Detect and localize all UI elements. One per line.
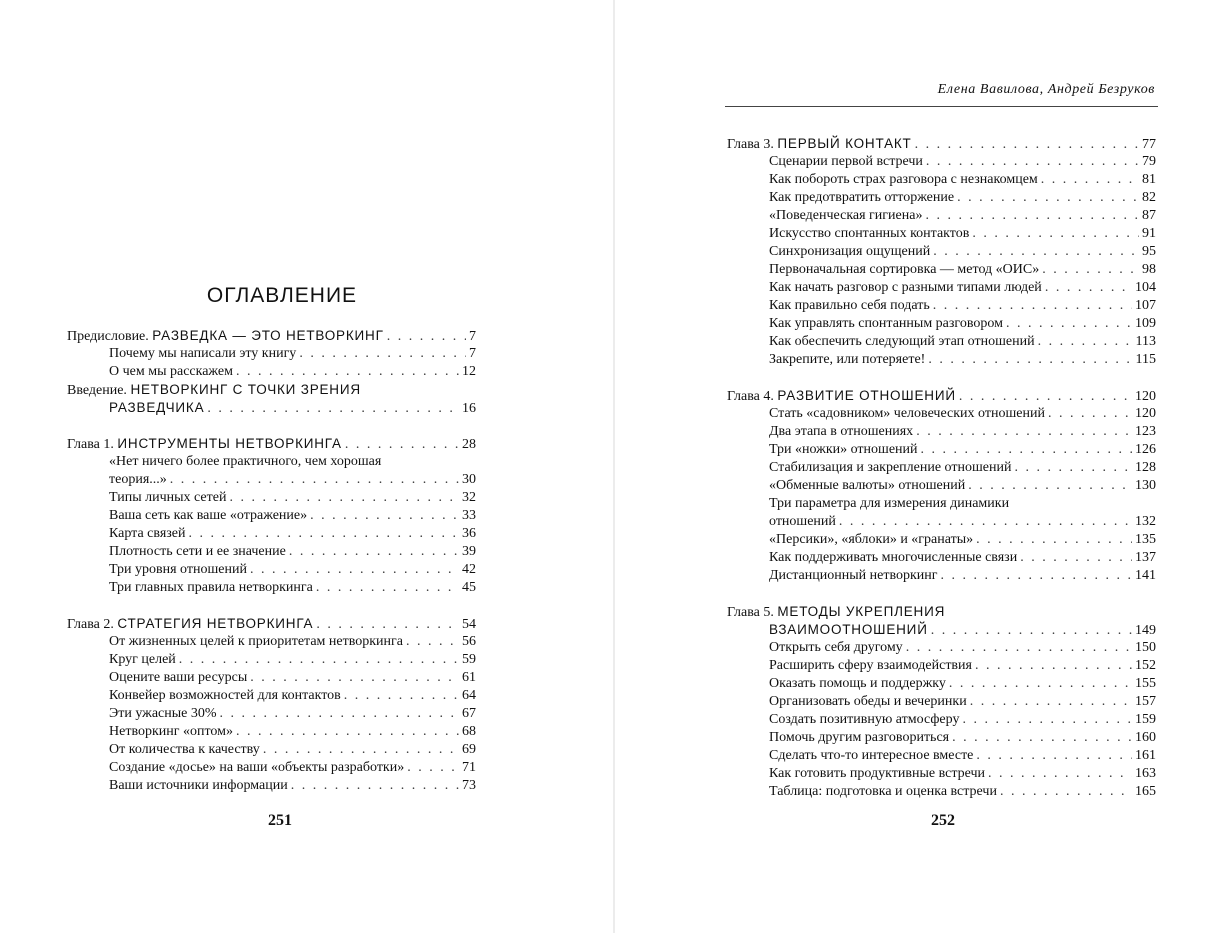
page-number: 36 (462, 526, 476, 541)
page-number: 81 (1142, 172, 1156, 187)
toc-chapter-entry[interactable] (67, 615, 476, 633)
page-number: 98 (1142, 262, 1156, 277)
toc-section-entry[interactable] (727, 693, 1156, 711)
chapter-title: ИНСТРУМЕНТЫ НЕТВОРКИНГА (117, 436, 342, 451)
toc-chapter-entry-continued[interactable] (67, 399, 476, 417)
section-title: Ваша сеть как ваше «отражение» (109, 508, 308, 523)
section-title: Стать «садовником» человеческих отношений (769, 406, 1045, 421)
toc-section-entry[interactable] (67, 363, 476, 381)
dot-leader (1042, 261, 1139, 279)
page-number: 87 (1142, 208, 1156, 223)
toc-section-entry[interactable] (727, 207, 1156, 225)
toc-section-entry[interactable] (67, 777, 476, 795)
dot-leader (1000, 783, 1132, 801)
dot-leader (291, 777, 459, 795)
toc-section-entry[interactable] (727, 405, 1156, 423)
chapter-prefix: Глава 1. (67, 437, 118, 452)
toc-chapter-entry[interactable] (727, 387, 1156, 405)
section-title: теория...» (109, 472, 167, 487)
dot-leader (236, 723, 459, 741)
toc-section-entry[interactable] (67, 507, 476, 525)
section-title: «Нет ничего более практичного, чем хорошая (109, 454, 382, 469)
dot-leader (968, 477, 1132, 495)
page-number: 79 (1142, 154, 1156, 169)
section-title: Почему мы написали эту книгу (109, 346, 297, 361)
chapter-title: ПЕРВЫЙ КОНТАКТ (777, 136, 912, 151)
dot-leader (250, 669, 459, 687)
page-number: 161 (1135, 748, 1156, 763)
page-number: 82 (1142, 190, 1156, 205)
section-title: Как предотвратить отторжение (769, 190, 955, 205)
toc-section-entry[interactable] (727, 189, 1156, 207)
dot-leader (928, 351, 1132, 369)
toc-section-entry[interactable] (727, 747, 1156, 765)
section-title: Три «ножки» отношений (769, 442, 918, 457)
dot-leader (915, 136, 1139, 154)
page-number: 141 (1135, 568, 1156, 583)
page-number: 128 (1135, 460, 1156, 475)
page-number: 149 (1135, 623, 1156, 638)
dot-leader (952, 729, 1132, 747)
section-title: Эти ужасные 30% (109, 706, 217, 721)
dot-leader (189, 525, 459, 543)
dot-leader (406, 633, 459, 651)
section-title: Нетворкинг «оптом» (109, 724, 234, 739)
toc-chapter-entry[interactable] (67, 381, 476, 399)
section-title: «Поведенческая гигиена» (769, 208, 923, 223)
page-number: 132 (1135, 514, 1156, 529)
section-title: Круг целей (109, 652, 176, 667)
dot-leader (988, 765, 1132, 783)
dot-leader (933, 297, 1132, 315)
toc-section-entry[interactable] (727, 225, 1156, 243)
dot-leader (972, 225, 1139, 243)
dot-leader (179, 651, 459, 669)
toc-section-entry[interactable] (727, 531, 1156, 549)
page-number: 59 (462, 652, 476, 667)
toc-section-entry[interactable] (727, 315, 1156, 333)
page-number-left: 251 (268, 812, 292, 829)
section-title: Создать позитивную атмосферу (769, 712, 960, 727)
chapter-title: СТРАТЕГИЯ НЕТВОРКИНГА (117, 616, 314, 631)
toc-section-entry[interactable] (727, 657, 1156, 675)
chapter-prefix: Введение. (67, 383, 131, 398)
page-number: 150 (1135, 640, 1156, 655)
dot-leader (941, 567, 1133, 585)
page-number: 123 (1135, 424, 1156, 439)
toc-title: ОГЛАВЛЕНИЕ (206, 284, 358, 307)
section-title: Первоначальная сортировка — метод «ОИС» (769, 262, 1040, 277)
page-number: 67 (462, 706, 476, 721)
section-title: Создание «досье» на ваши «объекты разработки» (109, 760, 405, 775)
toc-section-entry[interactable] (67, 705, 476, 723)
page-number: 120 (1135, 406, 1156, 421)
section-title: Организовать обеды и вечеринки (769, 694, 967, 709)
section-title: Плотность сети и ее значение (109, 544, 286, 559)
page-number: 77 (1142, 137, 1156, 152)
dot-leader (170, 471, 459, 489)
dot-leader (962, 711, 1132, 729)
chapter-title: НЕТВОРКИНГ С ТОЧКИ ЗРЕНИЯ (130, 382, 361, 397)
page-number: 69 (462, 742, 476, 757)
toc-section-entry[interactable] (67, 579, 476, 597)
page-number: 16 (462, 401, 476, 416)
page-number: 71 (462, 760, 476, 775)
page-number: 159 (1135, 712, 1156, 727)
dot-leader (229, 489, 459, 507)
dot-leader (316, 579, 459, 597)
dot-leader (299, 345, 466, 363)
toc-section-entry[interactable] (67, 345, 476, 363)
page-number: 113 (1135, 334, 1156, 349)
page-number: 12 (462, 364, 476, 379)
toc-chapter-entry[interactable] (727, 603, 1156, 621)
toc-section-entry[interactable] (727, 675, 1156, 693)
page-number: 104 (1135, 280, 1156, 295)
toc-section-entry[interactable] (727, 639, 1156, 657)
section-title: Открыть себя другому (769, 640, 903, 655)
page-number: 135 (1135, 532, 1156, 547)
page-number: 68 (462, 724, 476, 739)
section-title: Типы личных сетей (109, 490, 227, 505)
dot-leader (1014, 459, 1132, 477)
page-number: 7 (469, 329, 476, 344)
toc-section-entry[interactable] (727, 549, 1156, 567)
toc-section-entry[interactable] (727, 423, 1156, 441)
chapter-title: ВЗАИМООТНОШЕНИЙ (769, 622, 928, 637)
section-title: Таблица: подготовка и оценка встречи (769, 784, 997, 799)
section-title: Оказать помощь и поддержку (769, 676, 946, 691)
page-number: 33 (462, 508, 476, 523)
dot-leader (976, 747, 1132, 765)
toc-section-entry[interactable] (727, 243, 1156, 261)
section-title: От жизненных целей к приоритетам нетворкинга (109, 634, 403, 649)
page-number: 126 (1135, 442, 1156, 457)
chapter-title: РАЗВЕДЧИКА (109, 400, 205, 415)
toc-section-entry[interactable] (727, 459, 1156, 477)
dot-leader (916, 423, 1132, 441)
toc-section-entry[interactable] (67, 543, 476, 561)
toc-list-right (727, 135, 1156, 801)
page-number: 107 (1135, 298, 1156, 313)
chapter-title: МЕТОДЫ УКРЕПЛЕНИЯ (777, 604, 946, 619)
chapter-title: РАЗВЕДКА — ЭТО НЕТВОРКИНГ (152, 328, 384, 343)
toc-section-entry[interactable] (727, 711, 1156, 729)
dot-leader (1020, 549, 1132, 567)
page-number: 7 (469, 346, 476, 361)
toc-section-entry[interactable] (727, 333, 1156, 351)
page-number: 73 (462, 778, 476, 793)
toc-section-entry[interactable] (727, 765, 1156, 783)
dot-leader (316, 616, 459, 634)
dot-leader (1045, 279, 1132, 297)
left-page (0, 0, 614, 933)
section-title: От количества к качеству (109, 742, 260, 757)
toc-section-entry[interactable] (727, 279, 1156, 297)
chapter-title: РАЗВИТИЕ ОТНОШЕНИЙ (777, 388, 956, 403)
dot-leader (407, 759, 459, 777)
section-title: Как управлять спонтанным разговором (769, 316, 1003, 331)
section-title: Сценарии первой встречи (769, 154, 923, 169)
toc-section-entry[interactable] (67, 723, 476, 741)
section-title: Два этапа в отношениях (769, 424, 914, 439)
dot-leader (207, 400, 459, 418)
dot-leader (949, 675, 1132, 693)
dot-leader (931, 622, 1132, 640)
section-title: Дистанционный нетворкинг (769, 568, 938, 583)
section-title: Как начать разговор с разными типами людей (769, 280, 1042, 295)
page-number: 30 (462, 472, 476, 487)
page-number: 32 (462, 490, 476, 505)
section-title: Как готовить продуктивные встречи (769, 766, 986, 781)
page-number: 120 (1135, 389, 1156, 404)
dot-leader (220, 705, 459, 723)
page-number: 95 (1142, 244, 1156, 259)
section-title: Как правильно себя подать (769, 298, 930, 313)
dot-leader (289, 543, 459, 561)
page-number: 39 (462, 544, 476, 559)
page-number: 137 (1135, 550, 1156, 565)
toc-chapter-entry-continued[interactable] (727, 621, 1156, 639)
page-number: 64 (462, 688, 476, 703)
section-title: Конвейер возможностей для контактов (109, 688, 341, 703)
dot-leader (344, 687, 459, 705)
section-title: Три уровня отношений (109, 562, 247, 577)
section-title: Сделать что-то интересное вместе (769, 748, 974, 763)
dot-leader (933, 243, 1139, 261)
toc-section-entry[interactable] (67, 669, 476, 687)
section-title: «Персики», «яблоки» и «гранаты» (769, 532, 974, 547)
section-title: Оцените ваши ресурсы (109, 670, 248, 685)
page-number: 54 (462, 617, 476, 632)
dot-leader (906, 639, 1132, 657)
page-number-right: 252 (931, 812, 955, 829)
page-number: 91 (1142, 226, 1156, 241)
dot-leader (975, 657, 1132, 675)
page-number: 45 (462, 580, 476, 595)
chapter-prefix: Глава 4. (727, 389, 778, 404)
toc-chapter-entry[interactable] (67, 327, 476, 345)
toc-section-entry[interactable] (67, 561, 476, 579)
toc-section-entry[interactable] (727, 477, 1156, 495)
chapter-prefix: Глава 5. (727, 605, 778, 620)
toc-list-left (67, 327, 476, 795)
page-number: 165 (1135, 784, 1156, 799)
toc-section-entry[interactable] (727, 153, 1156, 171)
toc-section-entry[interactable] (67, 741, 476, 759)
toc-section-entry[interactable] (67, 651, 476, 669)
toc-section-entry-continued[interactable] (727, 513, 1156, 531)
chapter-prefix: Глава 3. (727, 137, 778, 152)
toc-section-entry[interactable] (67, 453, 476, 471)
dot-leader (263, 741, 459, 759)
section-title: Как поддерживать многочисленные связи (769, 550, 1018, 565)
dot-leader (1048, 405, 1132, 423)
page-number: 42 (462, 562, 476, 577)
section-title: Карта связей (109, 526, 186, 541)
toc-section-entry[interactable] (67, 687, 476, 705)
toc-section-entry[interactable] (727, 441, 1156, 459)
page-number: 157 (1135, 694, 1156, 709)
page-number: 109 (1135, 316, 1156, 331)
section-title: О чем мы расскажем (109, 364, 233, 379)
page-number: 61 (462, 670, 476, 685)
dot-leader (310, 507, 459, 525)
section-title: отношений (769, 514, 836, 529)
right-page (615, 0, 1229, 933)
chapter-prefix: Предисловие. (67, 329, 153, 344)
dot-leader (236, 363, 459, 381)
section-title: Стабилизация и закрепление отношений (769, 460, 1012, 475)
dot-leader (925, 207, 1139, 225)
section-title: «Обменные валюты» отношений (769, 478, 966, 493)
dot-leader (926, 153, 1139, 171)
section-title: Как обеспечить следующий этап отношений (769, 334, 1035, 349)
toc-section-entry[interactable] (727, 351, 1156, 369)
page-number: 56 (462, 634, 476, 649)
toc-section-entry[interactable] (67, 633, 476, 651)
page-number: 155 (1135, 676, 1156, 691)
section-title: Три главных правила нетворкинга (109, 580, 313, 595)
page-number: 160 (1135, 730, 1156, 745)
dot-leader (1038, 333, 1133, 351)
section-title: Как побороть страх разговора с незнакомцем (769, 172, 1038, 187)
dot-leader (970, 693, 1132, 711)
dot-leader (387, 328, 466, 346)
page-number: 115 (1135, 352, 1156, 367)
running-head-authors: Елена Вавилова, Андрей Безруков (937, 82, 1155, 97)
header-rule (725, 106, 1158, 107)
page-number: 152 (1135, 658, 1156, 673)
dot-leader (250, 561, 459, 579)
toc-chapter-entry[interactable] (67, 435, 476, 453)
page-number: 163 (1135, 766, 1156, 781)
toc-section-entry[interactable] (727, 261, 1156, 279)
dot-leader (839, 513, 1132, 531)
toc-section-entry[interactable] (67, 489, 476, 507)
toc-section-entry-continued[interactable] (67, 471, 476, 489)
page-number: 130 (1135, 478, 1156, 493)
dot-leader (921, 441, 1132, 459)
toc-chapter-entry[interactable] (727, 135, 1156, 153)
toc-section-entry[interactable] (727, 783, 1156, 801)
section-title: Ваши источники информации (109, 778, 288, 793)
dot-leader (957, 189, 1139, 207)
dot-leader (1041, 171, 1139, 189)
toc-section-entry[interactable] (67, 759, 476, 777)
dot-leader (1006, 315, 1132, 333)
dot-leader (976, 531, 1132, 549)
toc-section-entry[interactable] (727, 567, 1156, 585)
chapter-prefix: Глава 2. (67, 617, 118, 632)
toc-section-entry[interactable] (727, 171, 1156, 189)
section-title: Искусство спонтанных контактов (769, 226, 970, 241)
dot-leader (345, 436, 459, 454)
toc-section-entry[interactable] (727, 729, 1156, 747)
section-title: Три параметра для измерения динамики (769, 496, 1010, 511)
page-number: 28 (462, 437, 476, 452)
section-title: Закрепите, или потеряете! (769, 352, 926, 367)
toc-section-entry[interactable] (727, 495, 1156, 513)
section-title: Синхронизация ощущений (769, 244, 931, 259)
toc-section-entry[interactable] (727, 297, 1156, 315)
section-title: Расширить сферу взаимодействия (769, 658, 972, 673)
dot-leader (959, 388, 1132, 406)
toc-section-entry[interactable] (67, 525, 476, 543)
section-title: Помочь другим разговориться (769, 730, 950, 745)
